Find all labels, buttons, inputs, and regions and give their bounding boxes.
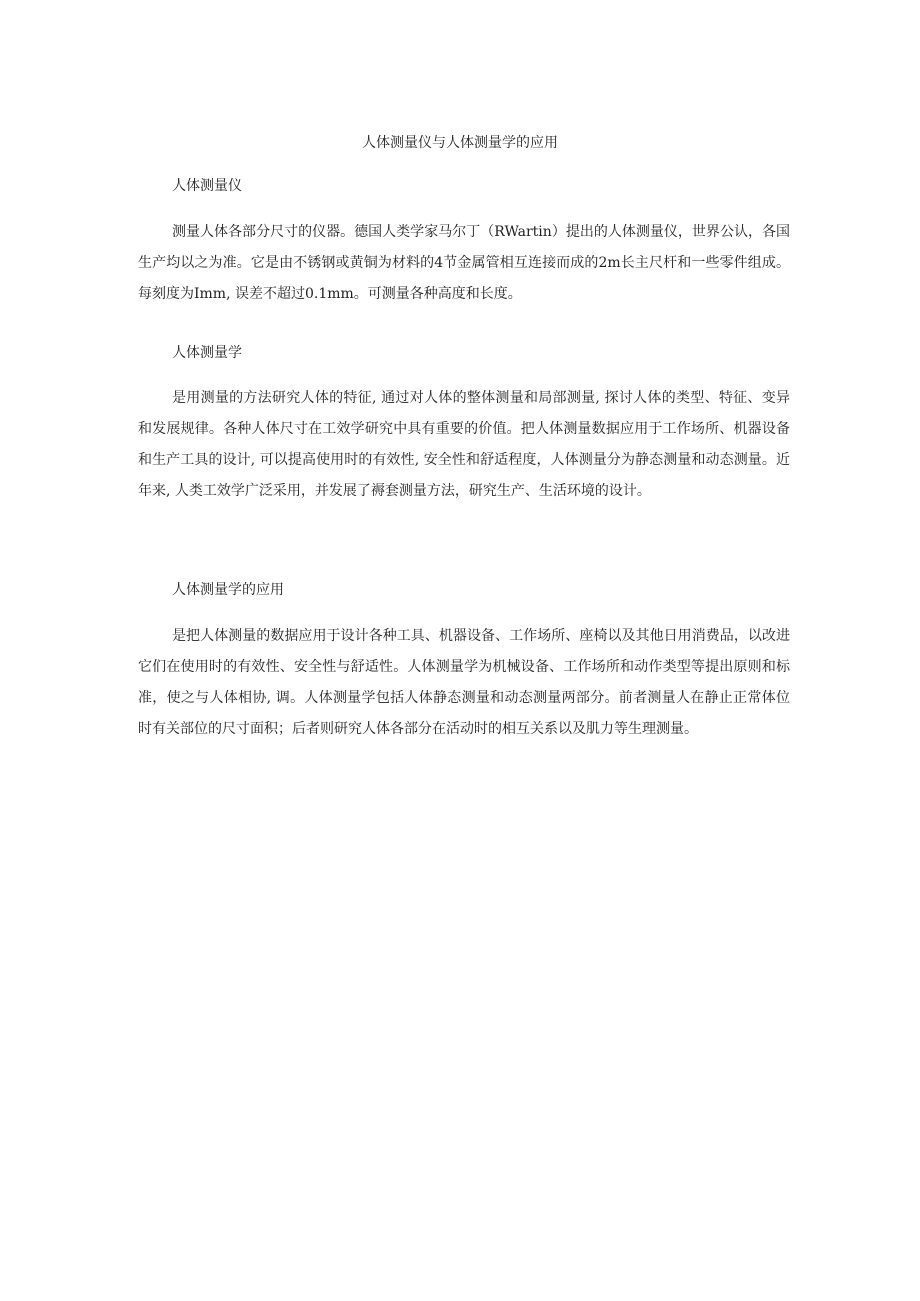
document-title: 人体测量仪与人体测量学的应用 [362,135,558,151]
section-heading-anthropometry-application: 人体测量学的应用 [172,582,284,598]
section-body-anthropometry: 是用测量的方法研究人体的特征, 通过对人体的整体测量和局部测量, 探讨人体的类型、特征、变异和发展规律。各种人体尺寸在工效学研究中具有重要的价值。把人体测量数据应用于工作场所、机器设备和生产工具的设计, 可以提高使用时的有效性, 安全性和舒适程度，人体测量分为静态测量和动态测量。近年来, 人类工效学广泛采用，并发展了褥套测量方法，研究生产、生活环境的设计。 [138,390,790,499]
section-heading-anthropometry: 人体测量学 [172,345,242,361]
section-heading-measuring-instrument: 人体测量仪 [172,178,242,194]
section-body-measuring-instrument: 测量人体各部分尺寸的仪器。德国人类学家马尔丁（RWartin）提出的人体测量仪，世界公认，各国生产均以之为准。它是由不锈钢或黄铜为材料的4节金属管相互连接而成的2m长主尺杆和一些零件组成。每刻度为Imm, 误差不超过0.1mm。可测量各种高度和长度。 [138,224,790,302]
section-body-anthropometry-application: 是把人体测量的数据应用于设计各种工具、机器设备、工作场所、座椅以及其他日用消费品，以改进它们在使用时的有效性、安全性与舒适性。人体测量学为机械设备、工作场所和动作类型等提出原则和标准，使之与人体相协, 调。人体测量学包括人体静态测量和动态测量两部分。前者测量人在静止正常体位时有关部位的尺寸面积；后者则研究人体各部分在活动时的相互关系以及肌力等生理测量。 [138,628,790,737]
